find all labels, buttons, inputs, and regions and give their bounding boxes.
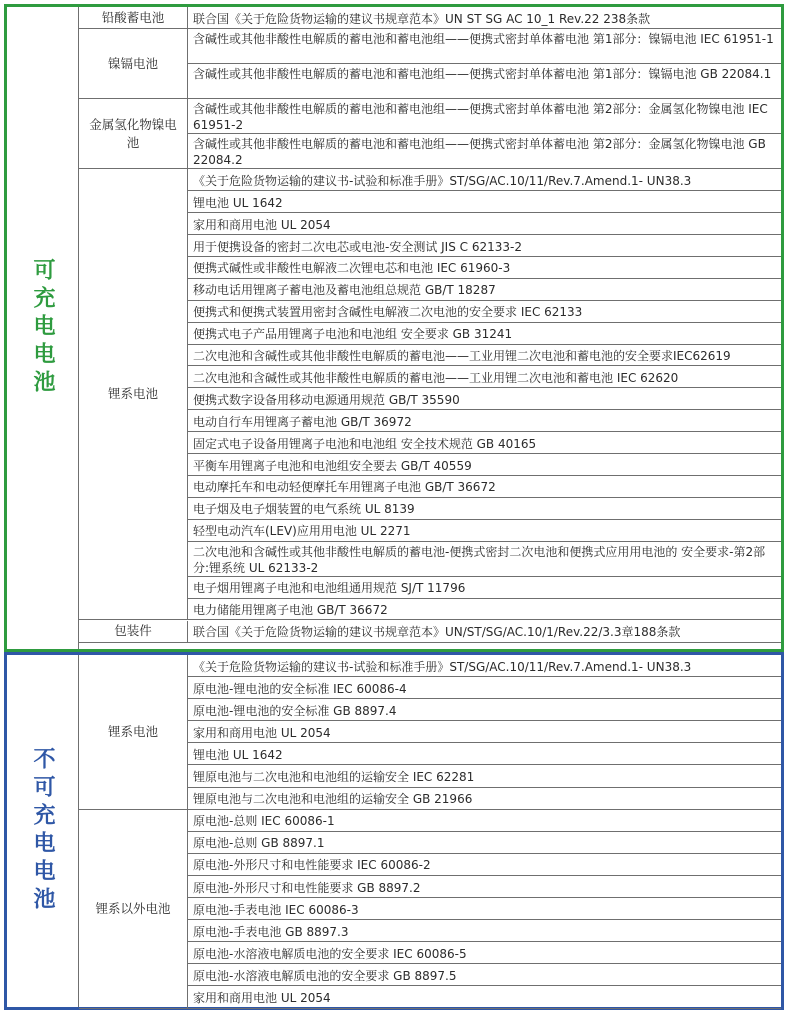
table-row (188, 410, 781, 432)
table-row (188, 134, 781, 169)
table-row (188, 699, 781, 721)
table-row (188, 367, 781, 389)
standard-text: 联合国《关于危险货物运输的建议书规章范本》UN/ST/SG/AC.10/1/Rev.22/3.3章188条款 (193, 625, 681, 639)
standard-text: 电子烟及电子烟装置的电气系统 UL 8139 (193, 502, 415, 517)
table-row (188, 213, 781, 235)
table-row (188, 301, 781, 323)
table-row (188, 64, 781, 99)
table-row (188, 257, 781, 279)
table-row (188, 388, 781, 410)
standard-text: 原电池-水溶液电解质电池的安全要求 GB 8897.5 (193, 968, 457, 983)
table-row (188, 323, 781, 345)
standard-text: 联合国《关于危险货物运输的建议书规章范本》UN ST SG AC 10_1 Rev.22 238条款 (193, 11, 651, 26)
standard-text: 平衡车用锂离子电池和电池组安全要去 GB/T 40559 (193, 458, 472, 473)
subcategory-cell: 锂系电池 (79, 655, 188, 810)
table-row (188, 721, 781, 743)
table-row (188, 987, 781, 1009)
standard-text: 电力储能用锂离子电池 GB/T 36672 (193, 603, 388, 618)
standard-text: 电子烟用锂离子电池和电池组通用规范 SJ/T 11796 (193, 581, 466, 596)
subcategory-cell: 金属氢化物镍电池 (79, 99, 188, 169)
standard-text: 用于便携设备的密封二次电芯或电池-安全测试 JIS C 62133-2 (193, 239, 522, 254)
standard-text: 原电池-手表电池 IEC 60086-3 (193, 902, 359, 917)
standard-text: 电动摩托车和电动轻便摩托车用锂离子电池 GB/T 36672 (193, 480, 496, 495)
subcategory-cell: 包装件 (79, 621, 188, 643)
standard-text: 固定式电子设备用锂离子电池和电池组 安全技术规范 GB 40165 (193, 436, 537, 451)
table-row (188, 743, 781, 765)
standard-text: 轻型电动汽车(LEV)应用用电池 UL 2271 (193, 524, 411, 539)
table-row (188, 810, 781, 832)
table-row (188, 788, 781, 810)
standard-text: 家用和商用电池 UL 2054 (193, 217, 331, 232)
standard-text: 含碱性或其他非酸性电解质的蓄电池和蓄电池组——便携式密封单体蓄电池 第2部分：金属氢化物镍电池 IEC 61951-2 (193, 102, 768, 133)
table-row (188, 898, 781, 920)
standard-text: 家用和商用电池 UL 2054 (193, 991, 331, 1006)
standard-text: 《关于危险货物运输的建议书-试验和标准手册》ST/SG/AC.10/11/Rev.7.Amend.1- UN38.3 (193, 173, 692, 188)
table-row (188, 476, 781, 498)
table-row (188, 169, 781, 191)
table-row (188, 345, 781, 367)
category-non-rechargeable (7, 655, 79, 1007)
rechargeable-section (4, 4, 784, 652)
subcategory-cell: 铅酸蓄电池 (79, 7, 188, 29)
table-row (188, 854, 781, 876)
standard-text: 移动电话用锂离子蓄电池及蓄电池组总规范 GB/T 18287 (193, 283, 496, 298)
subcategory-cell: 锂系电池 (79, 169, 188, 620)
standard-text: 原电池-外形尺寸和电性能要求 GB 8897.2 (193, 880, 421, 895)
table-row (188, 7, 781, 29)
table-row (188, 920, 781, 942)
non-rechargeable-section (4, 652, 784, 1010)
table-row (188, 454, 781, 476)
table-row (188, 655, 781, 677)
standard-text: 原电池-外形尺寸和电性能要求 IEC 60086-2 (193, 858, 431, 873)
standard-text: 原电池-总则 GB 8897.1 (193, 836, 325, 851)
category-rechargeable (7, 7, 79, 649)
standard-text: 锂电池 UL 1642 (193, 195, 283, 210)
table-row (188, 577, 781, 599)
standard-text: 原电池-总则 IEC 60086-1 (193, 814, 335, 829)
table-row (188, 677, 781, 699)
table-row (188, 599, 781, 621)
category-label: 可充电电池 (30, 258, 55, 398)
standard-text: 《关于危险货物运输的建议书-试验和标准手册》ST/SG/AC.10/11/Rev.7.Amend.1- UN38.3 (193, 659, 692, 674)
standard-text: 锂原电池与二次电池和电池组的运输安全 IEC 62281 (193, 770, 475, 785)
table-row (188, 99, 781, 134)
standard-text: 含碱性或其他非酸性电解质的蓄电池和蓄电池组——便携式密封单体蓄电池 第1部分：镍镉电池 IEC 61951-1 (193, 32, 774, 47)
table-row (188, 964, 781, 986)
table-row (188, 542, 781, 577)
standard-text: 电动自行车用锂离子蓄电池 GB/T 36972 (193, 414, 412, 429)
standard-text: 二次电池和含碱性或其他非酸性电解质的蓄电池——工业用锂二次电池和蓄电池的安全要求IEC62619 (193, 349, 731, 364)
standard-text: 锂原电池与二次电池和电池组的运输安全 GB 21966 (193, 792, 473, 807)
table-row (188, 191, 781, 213)
subcategory-cell: 锂系以外电池 (79, 810, 188, 1009)
standard-text: 锂电池 UL 1642 (193, 747, 283, 762)
table-row (188, 832, 781, 854)
table-row (188, 766, 781, 788)
standard-text: 便携式碱性或非酸性电解液二次锂电芯和电池 IEC 61960-3 (193, 261, 511, 276)
standard-text: 便携式数字设备用移动电源通用规范 GB/T 35590 (193, 392, 460, 407)
standard-text: 含碱性或其他非酸性电解质的蓄电池和蓄电池组——便携式密封单体蓄电池 第1部分：镍镉电池 GB 22084.1 (193, 67, 772, 82)
table-row (188, 876, 781, 898)
standard-text: 便携式和便携式装置用密封含碱性电解液二次电池的安全要求 IEC 62133 (193, 305, 583, 320)
standard-text: 家用和商用电池 UL 2054 (193, 725, 331, 740)
table-row (188, 235, 781, 257)
table-row (188, 621, 781, 643)
table-row (188, 498, 781, 520)
standard-text: 二次电池和含碱性或其他非酸性电解质的蓄电池-便携式密封二次电池和便携式应用用电池的 安全要求-第2部分:锂系统 UL 62133-2 (193, 544, 766, 575)
table-row (188, 520, 781, 542)
standard-text: 原电池-水溶液电解质电池的安全要求 IEC 60086-5 (193, 946, 467, 961)
standard-text: 含碱性或其他非酸性电解质的蓄电池和蓄电池组——便携式密封单体蓄电池 第2部分：金属氢化物镍电池 GB 22084.2 (193, 137, 766, 168)
category-label: 不可充电电池 (30, 747, 55, 915)
table-row (188, 432, 781, 454)
standard-text: 原电池-锂电池的安全标准 IEC 60086-4 (193, 681, 407, 696)
subcategory-cell: 镍镉电池 (79, 29, 188, 99)
table-row (188, 942, 781, 964)
standard-text: 二次电池和含碱性或其他非酸性电解质的蓄电池——工业用锂二次电池和蓄电池 IEC 62620 (193, 370, 679, 385)
standard-text: 便携式电子产品用锂离子电池和电池组 安全要求 GB 31241 (193, 327, 513, 342)
table-row (188, 279, 781, 301)
standard-text: 原电池-锂电池的安全标准 GB 8897.4 (193, 703, 397, 718)
table-row (188, 29, 781, 64)
standard-text: 原电池-手表电池 GB 8897.3 (193, 924, 349, 939)
